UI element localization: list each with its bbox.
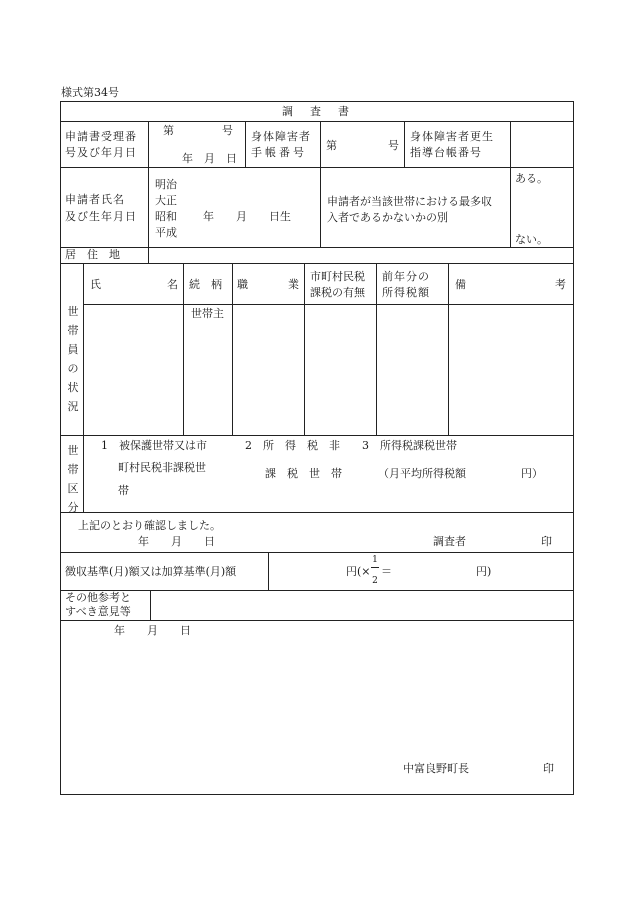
form-number: 様式第34号 [61,86,119,99]
fraction-bar [371,567,379,568]
handbook-number-suffix: 号 [388,139,399,152]
ledger-label: 指導台帳番号 [410,146,482,159]
category-option-1: 町村民税非課税世 [118,461,206,474]
divider [148,247,149,263]
other-label: すべき意見等 [65,605,131,618]
divider [268,552,269,590]
address-label: 居 住 地 [65,248,120,261]
col-job-header: 職 [237,278,248,291]
top-income-label: 申請者が当該世帯における最多収 [327,195,492,208]
divider [61,512,573,513]
divider [245,121,246,167]
applicant-name-label: 申請者氏名 [65,193,125,206]
form-title: 調 査 書 [282,105,352,118]
col-relation-header: 続 柄 [189,278,222,291]
mayor-label: 中富良野町長 [403,762,469,775]
era-option: 昭和 [155,210,177,223]
col-income-header: 所得税額 [382,286,430,299]
category-option-2: 課 税 世 帯 [265,467,342,480]
receipt-label: 申請書受理番 [65,130,137,143]
mayor-seal: 印 [543,762,554,775]
divider [320,121,321,247]
members-section-label: 世帯員の状況 [67,305,79,413]
receipt-number-suffix: 号 [222,124,233,137]
ledger-label: 身体障害者更生 [410,130,494,143]
other-date: 年 月 日 [114,624,191,637]
divider [84,304,573,305]
head-relation: 世帯主 [191,307,224,320]
category-section-label: 世帯区分 [67,444,79,514]
divider [83,263,84,512]
handbook-number-prefix: 第 [326,139,337,152]
col-name-header: 名 [167,278,178,291]
col-income-header: 前年分の [382,270,430,283]
divider [61,263,573,264]
category-option-3: 3 所得税課税世帯 [362,439,457,452]
divider [150,590,151,620]
birth-date: 年 月 日生 [203,210,291,223]
receipt-label: 号及び年月日 [65,146,137,159]
handbook-label: 手帳番号 [251,146,307,159]
top-income-label: 入者であるかないかの別 [327,211,448,224]
divider [183,263,184,435]
era-option: 平成 [155,226,177,239]
col-job-header: 業 [288,278,299,291]
divider [448,263,449,435]
divider [61,435,573,436]
receipt-number-prefix: 第 [163,124,174,137]
col-note-header: 考 [555,278,566,291]
option-yes: ある。 [515,172,548,185]
era-option: 明治 [155,178,177,191]
col-tax-header: 課税の有無 [310,286,365,299]
confirm-text: 上記のとおり確認しました。 [78,519,221,532]
era-option: 大正 [155,194,177,207]
divider [61,167,573,168]
divider [61,590,573,591]
fraction-denominator: 2 [372,576,378,586]
handbook-label: 身体障害者 [251,130,311,143]
divider [232,263,233,435]
divider [61,552,573,553]
col-name-header: 氏 [90,278,101,291]
divider [376,263,377,435]
category-option-3: （月平均所得税額 円） [378,467,543,480]
col-note-header: 備 [455,278,466,291]
category-option-2: 2 所 得 税 非 [245,439,340,452]
divider [148,167,149,247]
divider [304,263,305,435]
collection-label: 徴収基準(月)額又は加算基準(月)額 [65,565,237,578]
fraction-numerator: 1 [372,555,378,565]
divider [61,620,573,621]
divider [61,247,573,248]
confirm-date: 年 月 日 [138,535,215,548]
divider [510,121,511,247]
collection-yen-open: 円(× [346,565,371,578]
applicant-name-label: 及び生年月日 [65,210,137,223]
collection-equals: ＝ [381,565,392,578]
col-tax-header: 市町村民税 [310,270,365,283]
investigator-label: 調査者 [433,535,466,548]
category-option-1: 帯 [118,484,129,497]
divider [404,121,405,167]
divider [148,121,149,167]
option-no: ない。 [515,233,548,246]
divider [61,121,573,122]
collection-yen-close: 円) [476,565,492,578]
other-label: その他参考と [65,591,131,604]
category-option-1: 1 被保護世帯又は市 [101,439,207,452]
receipt-date: 年 月 日 [182,152,237,165]
investigator-seal: 印 [541,535,552,548]
